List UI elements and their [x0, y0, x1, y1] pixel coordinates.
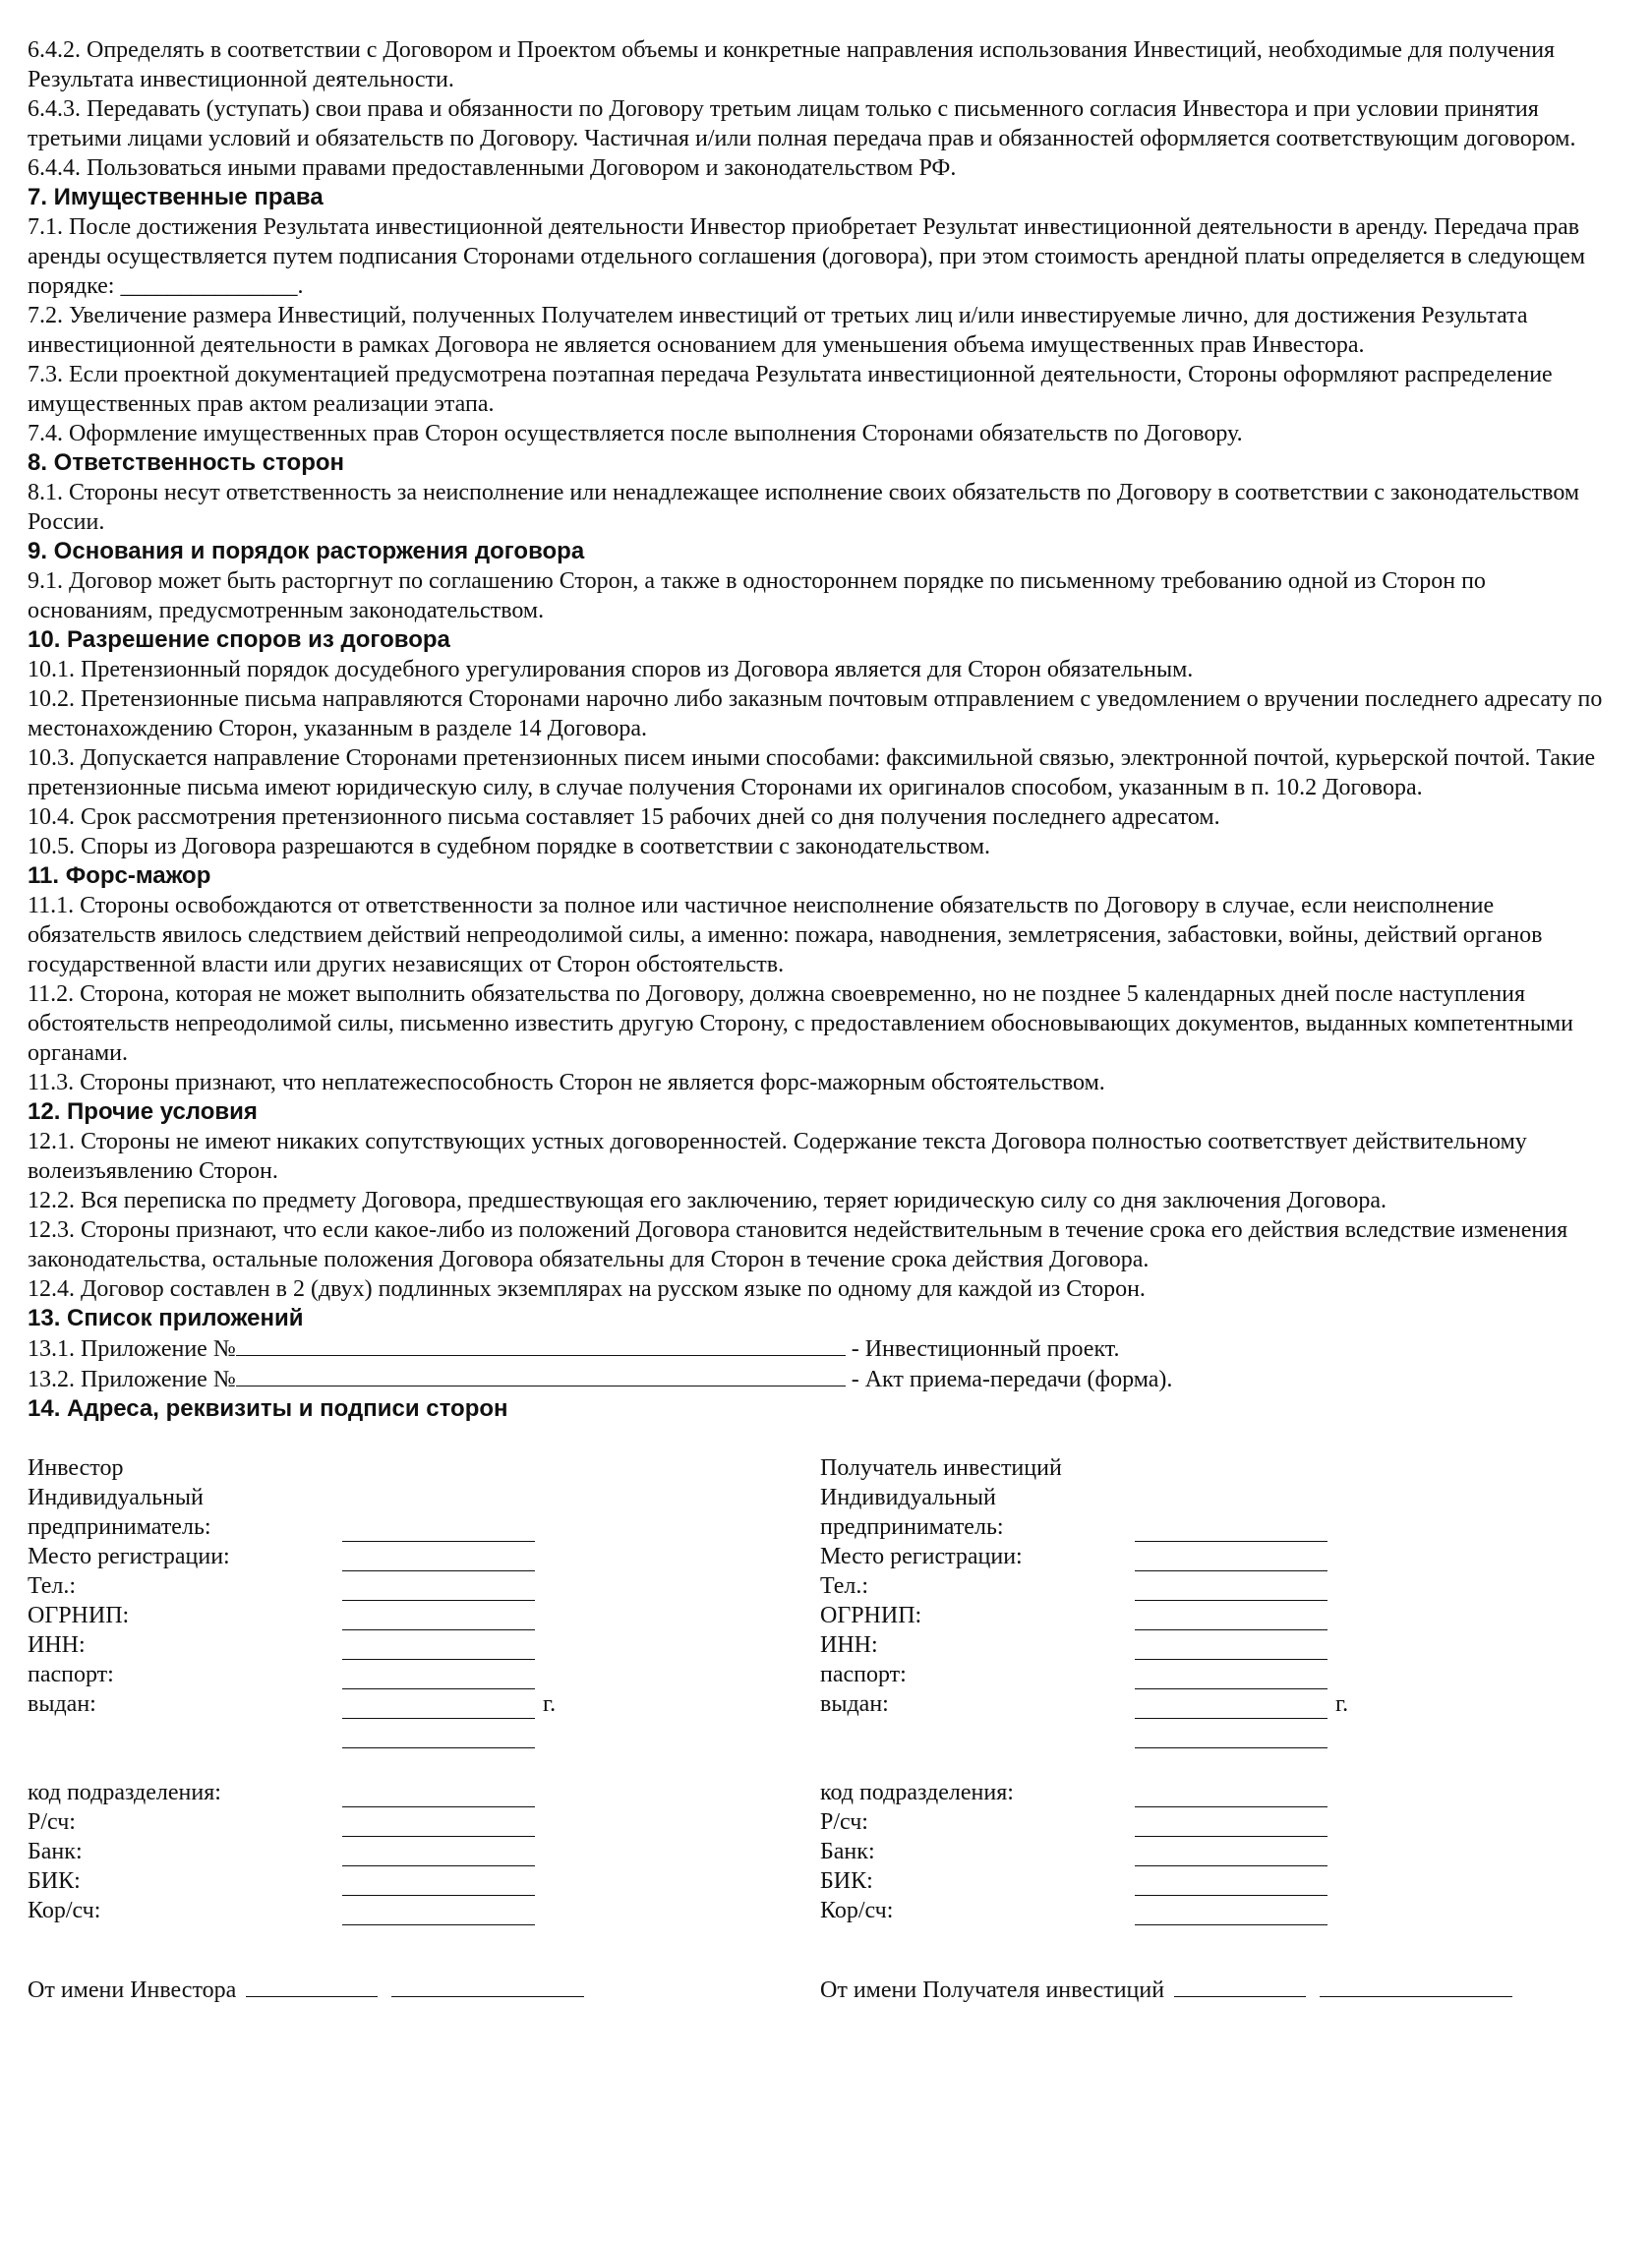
parties-block — [28, 1453, 1613, 1925]
investor-field-row — [28, 1660, 820, 1689]
recipient-field-input-line[interactable] — [1135, 1635, 1328, 1660]
attachments-list — [28, 1333, 1613, 1394]
clause-paragraph: 12.4. Договор составлен в 2 (двух) подлинных экземплярах на русском языке по одному для каждой из Сторон. — [28, 1276, 1146, 1302]
recipient-field-row — [820, 1837, 1613, 1866]
investor-entity-type: Индивидуальный — [28, 1485, 204, 1510]
recipient-signature-label: От имени Получателя инвестиций — [820, 1977, 1165, 2003]
investor-field-row — [28, 1601, 820, 1630]
clause-paragraph: 7.3. Если проектной документацией предусмотрена поэтапная передача Результата инвестиционной деятельности, Стороны оформляют распределение имущественных прав актом реализации этапа. — [28, 362, 1553, 417]
investor-field-input-line[interactable] — [342, 1842, 535, 1866]
recipient-year-suffix: г. — [1335, 1691, 1349, 1717]
section-heading: 8. Ответственность сторон — [28, 449, 345, 476]
clause-paragraph: 6.4.2. Определять в соответствии с Договором и Проектом объемы и конкретные направления использования Инвестиций, необходимые для получения Результата инвестиционной деятельности. — [28, 37, 1556, 92]
recipient-field-row — [820, 1748, 1613, 1778]
clause-paragraph: 12.3. Стороны признают, что если какое-либо из положений Договора становится недействительным в течение срока его действия вследствие изменения законодательства, остальные положения Договора обязательны для Сторон в течение срока действия Договора. — [28, 1217, 1568, 1272]
clause-paragraph: 12.2. Вся переписка по предмету Договора, предшествующая его заключению, теряет юридическую силу со дня заключения Договора. — [28, 1188, 1386, 1213]
recipient-field-input-line[interactable] — [1135, 1665, 1328, 1689]
clause-paragraph: 10.1. Претензионный порядок досудебного урегулирования споров из Договора является для Сторон обязательным. — [28, 657, 1194, 682]
investor-field-input-line[interactable] — [342, 1724, 535, 1748]
recipient-field-row — [820, 1630, 1613, 1660]
attachment-number-line — [236, 1333, 846, 1356]
clause-paragraph: 8.1. Стороны несут ответственность за неисполнение или ненадлежащее исполнение своих обязательств по Договору в соответствии с законодательством России. — [28, 480, 1580, 535]
attachment-row — [28, 1364, 1613, 1394]
investor-field-input-line[interactable] — [342, 1517, 535, 1542]
investor-field-label: Место регистрации: — [28, 1544, 230, 1569]
recipient-field-input-line[interactable] — [1135, 1724, 1328, 1748]
investor-field-label: паспорт: — [28, 1662, 114, 1687]
recipient-field-input-line[interactable] — [1135, 1606, 1328, 1630]
clause-paragraph: 10.4. Срок рассмотрения претензионного письма составляет 15 рабочих дней со дня получения последнего адресатом. — [28, 804, 1220, 830]
clause-paragraph: 9.1. Договор может быть расторгнут по соглашению Сторон, а также в одностороннем порядке по письменному требованию одной из Сторон по основаниям, предусмотренным законодательством. — [28, 568, 1486, 623]
investor-field-input-line[interactable] — [342, 1576, 535, 1601]
investor-field-row — [28, 1689, 820, 1719]
section-heading: 13. Список приложений — [28, 1305, 304, 1331]
investor-field-label: БИК: — [28, 1868, 81, 1894]
investor-field-row — [28, 1748, 820, 1778]
investor-field-row — [28, 1542, 820, 1571]
section-heading: 9. Основания и порядок расторжения договора — [28, 538, 585, 564]
recipient-field-input-line[interactable] — [1135, 1517, 1328, 1542]
recipient-field-row — [820, 1719, 1613, 1748]
attachment-title: - Инвестиционный проект. — [851, 1336, 1120, 1362]
attachment-number-label: 13.1. Приложение № — [28, 1336, 236, 1362]
clause-paragraph: 12.1. Стороны не имеют никаких сопутствующих устных договоренностей. Содержание текста Договора полностью соответствует действительному волеизъявлению Сторон. — [28, 1129, 1527, 1184]
recipient-signature — [820, 1975, 1613, 2005]
recipient-field-label: БИК: — [820, 1868, 873, 1894]
recipient-field-label: Банк: — [820, 1839, 875, 1864]
investor-details — [28, 1453, 820, 1925]
clause-paragraph: 10.2. Претензионные письма направляются Сторонами нарочно либо заказным почтовым отправлением с уведомлением о вручении последнего адресату по местонахождению Сторон, указанным в разделе 14 Договора. — [28, 686, 1603, 741]
investor-field-row — [28, 1866, 820, 1896]
recipient-field-row — [820, 1896, 1613, 1925]
recipient-field-label: паспорт: — [820, 1662, 907, 1687]
investor-field-input-line[interactable] — [342, 1901, 535, 1925]
investor-year-suffix: г. — [543, 1691, 557, 1717]
investor-field-label: Банк: — [28, 1839, 83, 1864]
contract-body — [28, 35, 1613, 1333]
recipient-field-label: код подразделения: — [820, 1780, 1014, 1805]
recipient-field-row — [820, 1601, 1613, 1630]
recipient-field-input-line[interactable] — [1135, 1576, 1328, 1601]
investor-field-label: выдан: — [28, 1691, 96, 1717]
investor-field-row — [28, 1571, 820, 1601]
investor-field-label: ОГРНИП: — [28, 1603, 130, 1628]
investor-field-input-line[interactable] — [342, 1635, 535, 1660]
recipient-field-input-line[interactable] — [1135, 1812, 1328, 1837]
investor-field-row — [28, 1512, 820, 1542]
investor-field-label: ИНН: — [28, 1632, 86, 1658]
recipient-entity-type: Индивидуальный — [820, 1485, 996, 1510]
clause-paragraph: 6.4.4. Пользоваться иными правами предоставленными Договором и законодательством РФ. — [28, 155, 957, 181]
recipient-field-row — [820, 1807, 1613, 1837]
clause-paragraph: 11.2. Сторона, которая не может выполнить обязательства по Договору, должна своевременно, но не позднее 5 календарных дней после наступления обстоятельств непреодолимой силы, письменно известить другую Сторону, с предоставлением обосновывающих документов, выданных компетентными органами. — [28, 981, 1574, 1066]
investor-field-row — [28, 1896, 820, 1925]
clause-paragraph: 10.5. Споры из Договора разрешаются в судебном порядке в соответствии с законодательством. — [28, 834, 991, 859]
recipient-field-label: Место регистрации: — [820, 1544, 1023, 1569]
attachment-number-label: 13.2. Приложение № — [28, 1367, 236, 1392]
recipient-field-row — [820, 1778, 1613, 1807]
section-heading: 12. Прочие условия — [28, 1098, 258, 1125]
recipient-field-label: Р/сч: — [820, 1809, 868, 1835]
investor-field-input-line[interactable] — [342, 1694, 535, 1719]
recipient-field-label: выдан: — [820, 1691, 889, 1717]
investor-field-label: предприниматель: — [28, 1514, 211, 1540]
recipient-name-line — [1320, 1975, 1512, 1997]
attachment-row — [28, 1333, 1613, 1364]
investor-field-input-line[interactable] — [342, 1606, 535, 1630]
recipient-field-label: ИНН: — [820, 1632, 878, 1658]
recipient-field-input-line[interactable] — [1135, 1871, 1328, 1896]
investor-field-row — [28, 1719, 820, 1748]
investor-field-label: Кор/сч: — [28, 1898, 101, 1923]
investor-field-row — [28, 1778, 820, 1807]
recipient-field-input-line[interactable] — [1135, 1547, 1328, 1571]
recipient-field-row — [820, 1866, 1613, 1896]
section-heading: 10. Разрешение споров из договора — [28, 626, 450, 653]
recipient-field-label: Кор/сч: — [820, 1898, 894, 1923]
investor-name-line — [391, 1975, 584, 1997]
investor-field-label: Тел.: — [28, 1573, 77, 1599]
clause-paragraph: 10.3. Допускается направление Сторонами претензионных писем иными способами: факсимильной связью, электронной почтой, курьерской почтой. Такие претензионные письма имеют юридическую силу, в случае получения Сторонами их оригиналов способом, указанным в п. 10.2 Договора. — [28, 745, 1596, 800]
clause-paragraph: 6.4.3. Передавать (уступать) свои права и обязанности по Договору третьим лицам только с письменного согласия Инвестора и при условии принятия третьими лицами условий и обязательств по Договору. Частичная и/или полная передача прав и обязанностей оформляется соответствующим договором. — [28, 96, 1576, 151]
signature-block — [28, 1975, 1613, 2005]
investor-field-row — [28, 1837, 820, 1866]
investor-signature-line — [246, 1975, 378, 1997]
investor-signature-label: От имени Инвестора — [28, 1977, 237, 2003]
recipient-field-label: предприниматель: — [820, 1514, 1004, 1540]
recipient-field-input-line[interactable] — [1135, 1842, 1328, 1866]
recipient-details — [820, 1453, 1613, 1925]
recipient-field-label: ОГРНИП: — [820, 1603, 922, 1628]
recipient-field-input-line[interactable] — [1135, 1783, 1328, 1807]
recipient-title: Получатель инвестиций — [820, 1455, 1062, 1481]
clause-paragraph: 11.1. Стороны освобождаются от ответственности за полное или частичное неисполнение обязательств по Договору в случае, если неисполнение обязательств явилось следствием действий непреодолимой силы, а именно: пожара, наводнения, землетрясения, забастовки, войны, действий органов государственной власти или других независящих от Сторон обстоятельств. — [28, 893, 1543, 977]
section-heading: 7. Имущественные права — [28, 184, 324, 210]
investor-field-row — [28, 1807, 820, 1837]
clause-paragraph: 7.1. После достижения Результата инвестиционной деятельности Инвестор приобретает Результат инвестиционной деятельности в аренду. Передача прав аренды осуществляется путем подписания Сторонами отдельного соглашения (договора), при этом стоимость арендной платы определяется в следующем порядке: _______________. — [28, 214, 1586, 299]
investor-field-input-line[interactable] — [342, 1665, 535, 1689]
section-heading: 11. Форс-мажор — [28, 862, 211, 889]
attachment-number-line — [236, 1364, 846, 1386]
investor-field-row — [28, 1630, 820, 1660]
recipient-field-label: Тел.: — [820, 1573, 869, 1599]
investor-title: Инвестор — [28, 1455, 124, 1481]
clause-paragraph: 7.2. Увеличение размера Инвестиций, полученных Получателем инвестиций от третьих лиц и/или инвестируемые лично, для достижения Результата инвестиционной деятельности в рамках Договора не является основанием для уменьшения объема имущественных прав Инвестора. — [28, 303, 1528, 358]
investor-signature — [28, 1975, 820, 2005]
investor-field-input-line[interactable] — [342, 1783, 535, 1807]
recipient-field-row — [820, 1689, 1613, 1719]
investor-field-input-line[interactable] — [342, 1547, 535, 1571]
section-heading-14: 14. Адреса, реквизиты и подписи сторон — [28, 1395, 508, 1422]
recipient-field-input-line[interactable] — [1135, 1901, 1328, 1925]
clause-paragraph: 11.3. Стороны признают, что неплатежеспособность Сторон не является форс-мажорным обстоятельством. — [28, 1070, 1105, 1095]
clause-paragraph: 7.4. Оформление имущественных прав Сторон осуществляется после выполнения Сторонами обязательств по Договору. — [28, 421, 1243, 446]
investor-field-label: код подразделения: — [28, 1780, 221, 1805]
investor-field-input-line[interactable] — [342, 1871, 535, 1896]
recipient-field-input-line[interactable] — [1135, 1694, 1328, 1719]
recipient-field-row — [820, 1512, 1613, 1542]
recipient-field-row — [820, 1571, 1613, 1601]
investor-field-label: Р/сч: — [28, 1809, 76, 1835]
recipient-field-row — [820, 1660, 1613, 1689]
recipient-signature-line — [1174, 1975, 1306, 1997]
recipient-field-row — [820, 1542, 1613, 1571]
attachment-title: - Акт приема-передачи (форма). — [851, 1367, 1173, 1392]
investor-field-input-line[interactable] — [342, 1812, 535, 1837]
